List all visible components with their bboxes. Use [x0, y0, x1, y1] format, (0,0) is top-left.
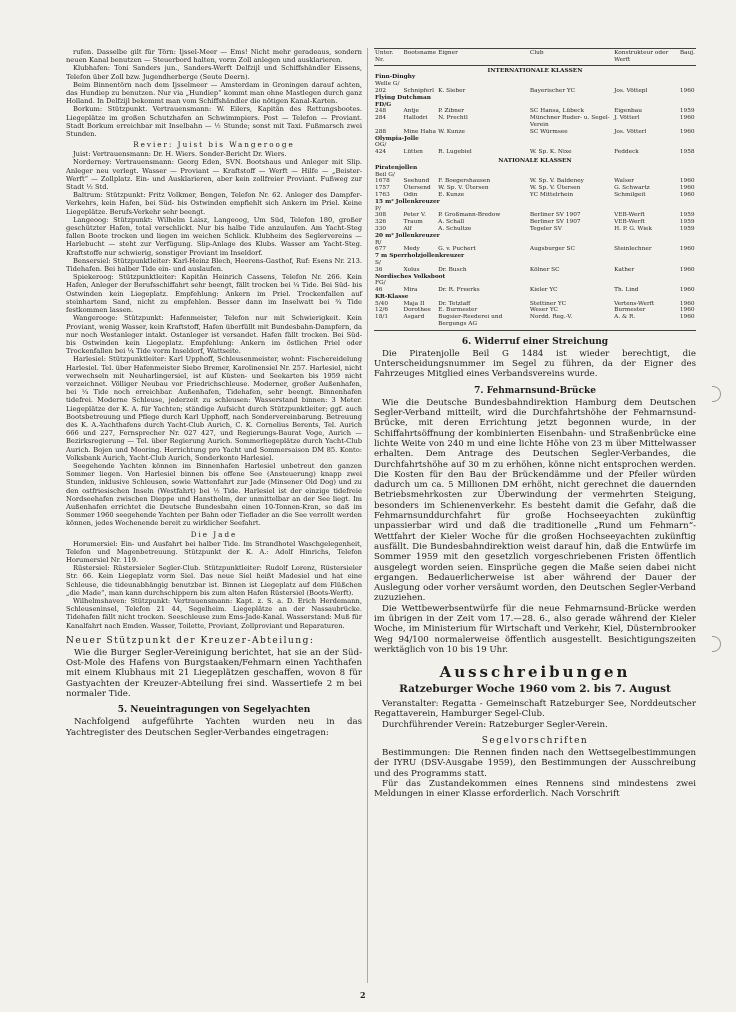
club-cell: Tegeler SV — [529, 225, 562, 232]
punch-hole-mark — [712, 386, 721, 402]
table-row — [374, 115, 696, 129]
club-cell: SC Hansa, Lübeck — [529, 108, 584, 115]
paragraph: Bestimmungen: Die Rennen finden nach den Wettsegelbestimmungen der IYRU (DSV-Ausgabe 1959), den Bestimmungen der Ausschreibung und des Programms statt. — [374, 748, 696, 779]
baujahr-cell: 1960 — [679, 307, 695, 314]
class-name-cell: Olympia-Jolle — [375, 135, 419, 142]
bootsname-cell: Peter V. — [403, 212, 426, 219]
werft-cell: Burmester — [614, 307, 646, 314]
eigner-cell: G. v. Puchert — [438, 246, 476, 253]
table-row — [374, 81, 696, 88]
header-konstrukteur: Konstrukteur oder Werft — [613, 49, 679, 66]
table-row — [374, 260, 696, 267]
heading-segelvorschriften: Segelvorschriften — [481, 736, 589, 747]
section-islands — [66, 150, 362, 527]
nr-cell: 424 — [375, 149, 387, 156]
eigner-cell: P. Großmann-Bredow — [438, 212, 501, 219]
paragraph: Norderney: Vertrauensmann: Georg Eden, SVN. Bootshaus und Anleger mit Slip. Anleger neu verlegt. Wasser — Proviant — Kraftstoff — Werft — Hilfe — „Beister-Werft“ — Zollplatz. Ein- und Ausklarieren, aber kein zollfreier Proviant. Fußweg zur Stadt ½ Std. — [66, 158, 362, 192]
table-row — [374, 185, 696, 192]
class-name-cell: P/ — [375, 205, 381, 212]
punch-hole-mark — [712, 636, 721, 652]
club-cell: Bayerischer YC — [529, 87, 576, 94]
table-row — [374, 240, 696, 247]
class-name-cell: Welle G/ — [375, 81, 400, 88]
paragraph: Borkum: Stützpunkt. Vertrauensmann: W. Eilers, Kapitän des Rettungsbootes. Liegeplätze im großen Schutzhafen an Schwimmpiers. Post — Telefon — Proviant. Stadt Borkum erreichbar mit Inselbahn — ½ Stunde; sonst mit Taxi. Fußmarsch zwei Stunden. — [66, 105, 362, 139]
paragraph: Die Wettbewerbsentwürfe für die neue Fehmarnsund-Brücke werden im übrigen in der Zeit vom 17.—28. 6., also gerade während der Kieler Woche, im Ministerium für Wirtschaft und Verkehr, Kiel, Düsternbrooker Weg 94/100 normalerweise öffentlich ausgestellt. Besichtigungszeiten werktäglich von 10 bis 19 Uhr. — [374, 603, 696, 655]
section-jade — [66, 540, 362, 630]
bootsname-cell: Mira — [403, 287, 418, 294]
heading-die-jade: Die Jade — [190, 529, 238, 539]
table-row — [374, 226, 696, 233]
table-row — [374, 88, 696, 95]
bootsname-cell: Hallodri — [403, 115, 428, 122]
paragraph: Langeoog: Stützpunkt: Wilhelm Laisz, Langeoog, Um Süd, Telefon 180, großer geschützter Hafen, total verschlickt. Nur bis halbe Tide anzulaufen. Am Yacht-Steg fallen Boote trocken und liegen im weichen Schlick. Klubheim des Seglervereins — Harlebucht — steht zur Verfügung. Slip-Anlage des Klubs. Wasser am Yacht-Steg. Kraftstoffe nur schwierig, sonstiger Proviant im Inseldorf. — [66, 215, 362, 257]
werft-cell: Jos. Vöttерl — [614, 87, 648, 94]
eigner-cell: R. Lugebiel — [438, 149, 472, 156]
baujahr-cell: 1960 — [679, 246, 695, 253]
table-header-row — [374, 49, 696, 66]
section-right-articles — [374, 337, 696, 800]
bootsname-cell: Seehund — [403, 178, 430, 185]
baujahr-cell: 1960 — [679, 266, 695, 273]
club-cell: Kölner SC — [529, 266, 560, 273]
table-row — [374, 142, 696, 149]
nr-cell: 308 — [375, 212, 387, 219]
werft-cell: A. & R. — [613, 314, 679, 330]
header-eigner: Eigner — [437, 49, 529, 66]
table-row — [374, 294, 696, 301]
baujahr-cell: 1960 — [679, 314, 696, 330]
table-row — [374, 129, 696, 136]
nr-cell: 18/1 — [374, 314, 402, 330]
eigner-cell: N. Prechtl — [438, 115, 468, 122]
nr-cell: 326 — [375, 219, 387, 226]
baujahr-cell: 1959 — [679, 212, 695, 219]
table-row — [374, 165, 696, 172]
paragraph: Juist: Vertrauensmann: Dr. H. Wiers. Sonder-Bericht Dr. Wiers. — [73, 150, 287, 159]
header-bootsname: Bootsname — [402, 49, 437, 66]
werft-cell: J. Vötterl — [614, 115, 640, 122]
paragraph: Rüstersiel: Rüstersieler Segler-Club. Stützpunktleiter: Rudolf Lorenz, Rüstersieler Str. 66. Kein Liegeplatz vorm Siel. Das neue Siel heißt Madesiel und hat eine Schleuse, die tideunabhängig benutzbar ist. Binnen ist Liegeplatz auf dem Flüßchen „die Made“, man kann durchschippern bis zum alten Hafen Rüstersiel (Boots-Werft). — [66, 564, 362, 597]
table-row — [374, 280, 696, 287]
club-cell: Münchner Ruder- u. Segel-Verein — [529, 115, 610, 128]
club-cell: Weser YC — [529, 307, 558, 314]
nr-cell: 330 — [375, 225, 387, 232]
bootsname-cell: Dorothee — [403, 307, 431, 314]
table-row — [374, 301, 696, 308]
paragraph: Horumersiel: Ein- und Ausfahrt bei halber Tide. Im Strandhotel Waschgelegenheit, Telefon und Magenbetreuung. Stützpunkt der K. A.: Adolf Hinrichs, Telefon Horumersiel Nr. 119. — [66, 539, 362, 564]
werft-cell: VEB-Werft — [614, 212, 645, 219]
werft-cell: Walser — [614, 178, 635, 185]
club-cell: W. Sp. V. Ütersen — [529, 185, 581, 192]
table-row — [374, 212, 696, 219]
paragraph: Wie die Burger Segler-Vereinigung berichtet, hat sie an der Süd-Ost-Mole des Hafens von Burgstaaken/Fehmarn einen Yachthafen mit einem Klubhaus mit 21 Liegeplätzen geschaffen, wovon 8 für Gastyachten der Kreuzer-Abteilung frei sind. Wassertiefe 2 m bei normaler Tide. — [66, 647, 362, 699]
bootsname-cell: Mine Haha — [403, 128, 436, 135]
werft-cell: Jos. Vötterl — [614, 128, 647, 135]
werft-cell: Vertens-Werft — [614, 300, 655, 307]
paragraph: rufen. Dasselbe gilt für Törn: Ijssel-Meer — Ems! Nicht mehr geradeaus, sondern neuen Kanal benutzen — Steuerbord halten, vorm Zoll anlegen und ausklarieren. — [66, 48, 362, 65]
werft-cell: Schmilgeit — [614, 191, 646, 198]
paragraph: Baltrum: Stützpunkt: Fritz Volkmer, Bengen, Telefon Nr. 62. Anleger des Dampfer-Verkehrs, kein Hafen, bei Süd- bis Ostwinden empfiehlt sich Ankern im Priel. Keine Liegeplätze. Berufs-Verkehr sehr beengt. — [66, 191, 362, 216]
paragraph: Klubhafen: Toni Sanders jun., Sanders-Werft Delfzijl und Schiffshändler Eissens, Telefon über Zoll bzw. Jugendherberge (Seute Deern). — [66, 64, 362, 81]
class-name-cell: 20 m² Jollenkreuzer — [375, 232, 440, 239]
header-baujahr: Bauj. — [679, 49, 696, 66]
table-row — [374, 246, 696, 253]
table-row — [374, 172, 696, 179]
nr-cell: 248 — [375, 108, 387, 115]
club-cell: Kieler YC — [529, 287, 558, 294]
baujahr-cell: 1960 — [679, 191, 695, 198]
table-row — [374, 253, 696, 260]
club-cell: Nordd. Reg.-V. — [529, 314, 613, 330]
eigner-cell: Bugsier-Reederei und Bergungs AG — [437, 314, 529, 330]
club-cell: YC Mittelrhein — [529, 191, 574, 198]
eigner-cell: W. Sp. V. Ütersen — [438, 185, 489, 192]
bootsname-cell: Xolus — [403, 266, 420, 273]
heading-kreuzer: Neuer Stützpunkt der Kreuzer-Abteilung: — [66, 635, 315, 646]
bootsname-cell: Ütersend — [403, 185, 431, 192]
class-name-cell: S/ — [375, 259, 381, 266]
table-row — [374, 314, 696, 330]
paragraph: Wilhelmshaven: Stützpunkt: Vertrauensmann: Kapt. z. S. a. D. Erich Herdemann, Schleuseninsel, Telefon 21 44, Segelheim. Liegeplätze an der Nassaubrücke. Tidehafen fällt nicht trocken. Seeschleuse zum Ems-Jade-Kanal. Wasserstand: Muß für Kanalfahrt nach Emden. Wasser, Toilette, Proviant, Zollproviant und Reparaturen. — [66, 597, 362, 630]
eigner-cell: A. Schultze — [438, 225, 472, 232]
table-row — [374, 149, 696, 156]
eigner-cell: F. Boegershausen — [438, 178, 491, 185]
table-row — [374, 74, 696, 81]
left-column — [66, 48, 362, 738]
baujahr-cell: 1960 — [679, 178, 695, 185]
club-cell: W. Sp. V. Baldeney — [529, 178, 584, 185]
heading-ausschreibungen: Ausschreibungen — [439, 663, 631, 682]
class-name-cell: OG/ — [375, 142, 387, 149]
bootsname-cell: Traum — [403, 219, 423, 226]
paragraph: Wangerooge: Stützpunkt: Hafenmeister, Telefon nur mit Schwierigkeit. Kein Proviant, wenig Wasser, kein Kraftstoff, Hafen überfüllt mit Bundesbahn-Dampfern, da nur noch Westanleger intakt. Ostanleger ist versandet. Hafen fällt trocken. Bei Süd- bis Ostwinden kein Liegeplatz. Empfehlung: Ankern im östlichen Priel oder Trockenfallen bei ¼ Tide vorm Inseldorf, Wattseite. — [66, 314, 362, 356]
national-classes-heading: NATIONALE KLASSEN — [498, 157, 572, 164]
nr-cell: 677 — [375, 246, 387, 253]
paragraph: Wie die Deutsche Bundesbahndirektion Hamburg dem Deutschen Segler-Verband mitteilt, wird die Durchfahrtshöhe der Fehmarnsund-Brücke, mit deren Errichtung jetzt begonnen wurde, in der Schiffahrtsöffnung der kombinierten Eisenbahn- und Straßenbrücke eine lichte Weite von 240 m und eine lichte Höhe von 23 m über Mittelwasser erhalten. Dem Antrage des Deutschen Segler-Verbandes, die Durchfahrtshöhe auf 30 m zu erhöhen, könne nicht entsprochen werden. Die Kosten für den Bau der Brückendämme und der Pfeiler würden dadurch um ca. 5 Millionen DM erhöht, nicht gerechnet die dauernden Betriebsmehrkosten zur Überwindung der vermehrten Steigung, besonders im Schienenverkehr. Es besteht damit die Gefahr, daß die Fehmarnsunddurchfahrt für große Hochseeyachten zukünftig unpassierbar wird und daß die traditionelle „Rund um Fehmarn“-Wettfahrt der Kieler Woche für die großen Hochseeyachten zukünftig ausfällt. Die Bundesbahndirektion weist darauf hin, daß die Entwürfe im Sommer 1959 mit den gesetzlich vorgeschriebenen Fristen öffentlich ausgelegt worden seien. Einsprüche gegen die Maße seien dabei nicht ergangen. Bedauerlicherweise ist aber während der Dauer der Auslegung oder vorher versäumt worden, den Deutschen Segler-Verband zuzuziehen. — [374, 397, 696, 604]
table-row — [374, 233, 696, 240]
class-name-cell: Finn-Dinghy — [375, 74, 416, 81]
eigner-cell: E. Kunze — [438, 191, 465, 198]
nr-cell: 288 — [375, 128, 387, 135]
baujahr-cell: 1960 — [679, 87, 695, 94]
class-name-cell: 7 m Sperrholzjollenkreuzer — [375, 253, 465, 260]
right-column — [374, 48, 696, 800]
class-name-cell: Flying Dutchman — [375, 94, 431, 101]
baujahr-cell: 1959 — [679, 225, 695, 232]
class-name-cell: Beil G/ — [375, 171, 395, 178]
table-row — [374, 199, 696, 206]
yacht-register-table — [374, 48, 696, 331]
eigner-cell: A. Schall — [438, 219, 465, 226]
nr-cell: 1757 — [375, 185, 390, 192]
baujahr-cell: 1958 — [679, 149, 695, 156]
class-name-cell: Piratenjollen — [375, 164, 418, 171]
club-cell: Stettiner YC — [529, 300, 567, 307]
nr-cell: 12/6 — [375, 307, 389, 314]
eigner-cell: W. Kunze — [438, 128, 465, 135]
paragraph: Seegehende Yachten können im Binnenhafen Harlesiel unbetreut den ganzen Sommer liegen. Von Harlesiel binnen bis offene See (Ansteuerung) knapp zwei Stunden, inklusive Schleusen, sowie Wattenfahrt zur Jade (Minsener Old Dog) und zu den ostfriesischen Inseln (Westfahrt) bei ½ Tide. Harlesiel ist der einzige tidefreie Nordseehafen zwischen Dieppe und Hanstholm, der unmittelbar an der See liegt. Im Außenhafen errichtet die Deutsche Bundesbahn einen 10-Tonnen-Kran, so daß im Sommer 1960 seegehende Yachten per Bahn oder Tieflader an die See verrollt werden können, jedes Wochenende bereit zu wirklicher Seefahrt. — [66, 461, 362, 528]
werft-cell: G. Schwartz — [614, 185, 650, 192]
paragraph: Spiekeroog: Stützpunktleiter: Kapitän Heinrich Cassens, Telefon Nr. 266. Kein Hafen, Anleger der Berufsschiffahrt sehr beengt, fällt trocken bei ¼ Tide. Bei Süd- bis Ostwinden kein Liegeplatz. Empfehlung: Ankern im Priel. Trockenfallen auf steinhartem Sand, nicht zu empfehlen. Besser dann im Inselwatt bei ¾ Tide festkommen lassen. — [66, 273, 362, 315]
class-heading-row — [374, 65, 696, 74]
nr-cell: 36 — [375, 266, 383, 273]
werft-cell: Eigenbau — [614, 108, 642, 115]
table-row — [374, 95, 696, 102]
nr-cell: 202 — [375, 87, 387, 94]
paragraph: Bensersiel: Stützpunktleiter: Karl-Heinz Blech, Heerens-Gasthof, Ruf: Esens Nr. 213. Tidehafen. Bei halber Tide ein- und auslaufen. — [66, 256, 362, 274]
table-row — [374, 307, 696, 314]
nr-cell: 5/40 — [375, 300, 389, 307]
baujahr-cell: 1959 — [679, 219, 695, 226]
bootsname-cell: Antje — [403, 108, 419, 115]
class-name-cell: R/ — [375, 239, 382, 246]
baujahr-cell: 1960 — [679, 287, 695, 294]
bootsname-cell: Medy — [403, 246, 420, 253]
paragraph: Harlesiel: Stützpunktleiter: Karl Upphoff, Schleusenmeister, wohnt: Fischereidelung Harlesiel. Tel. über Hafenmeister Siebo Bremer, Karolinensiel Nr. 257. Harlesiel, nicht verwechseln mit Neuharlingersiel, ist auf Küsten- und Seekarten bis 1959 nicht verzeichnet. Völliger Neubau vor Friedrichschleuse. Moderner, großer Außenhafen, bei ¼ Tide noch erreichbar. Außenhafen, Tidehafen, sehr beengt. Binnenhafen tidefrei. Moderne Schleuse, jederzeit zu schleusen: Wasserstand binnen: 3 Meter. Liegeplätze der K. A. für Yachten; ständige Aufsicht durch Stützpunktleiter; ggf. auch Bootsbetreuung und Pflege durch Karl Upphoff, nach Sondervereinbarung. Betreuung des K. A.-Yachthafens durch Yacht-Club Aurich, C. K. Cornelius Berents, Tel. Aurich 666 und 227, Fernsprecher Nr. 027 427, und Regierungs-Baurat Voge, Aurich — Bezirksregierung — Tel. über Regierung Aurich. Sommerliegeplätze durch Yacht-Club Aurich. Bojen und Mooring. Herrichtung pro Yacht und Sommersaison DM 85. Konto: Volksbank Aurich, Yacht-Club Aurich, Sonderkonto Harlesiel. — [66, 355, 362, 462]
baujahr-cell: 1960 — [679, 300, 695, 307]
paragraph: Nachfolgend aufgeführte Yachten wurden neu in das Yachtregister des Deutschen Segler-Verbandes eingetragen: — [66, 717, 362, 738]
bootsname-cell: Asgard — [402, 314, 437, 330]
club-cell: Augsburger SC — [529, 246, 575, 253]
baujahr-cell: 1960 — [679, 128, 695, 135]
heading-fehmarnsund: 7. Fehmarnsund-Brücke — [474, 385, 596, 396]
paragraph: Veranstalter: Regatta - Gemeinschaft Ratzeburger See, Norddeutscher Regattaverein, Hamburger Segel-Club. — [374, 699, 696, 720]
eigner-cell: K. Sieber — [438, 87, 466, 94]
header-nr: Unter. Nr. — [374, 49, 402, 66]
baujahr-cell: 1959 — [679, 108, 695, 115]
bootsname-cell: Maja II — [403, 300, 425, 307]
section-ems-borkum — [66, 48, 362, 138]
nr-cell: 1763 — [375, 191, 390, 198]
werft-cell: VEB-Werft — [614, 219, 645, 226]
paragraph: Für das Zustandekommen eines Rennens sind mindestens zwei Meldungen in einer Klasse erforderlich. Nach Vorschrift — [374, 778, 696, 800]
class-name-cell: Nordisches Volksboot — [375, 273, 446, 280]
baujahr-cell: 1960 — [679, 115, 695, 122]
werft-cell: Kather — [614, 266, 635, 273]
table-row — [374, 102, 696, 109]
baujahr-cell: 1960 — [679, 185, 695, 192]
header-club: Club — [529, 49, 613, 66]
club-cell: SC Würmsee — [529, 128, 568, 135]
table-row — [374, 219, 696, 226]
heading-ratzeburger-woche: Ratzeburger Woche 1960 vom 2. bis 7. August — [399, 683, 671, 696]
table-row — [374, 192, 696, 199]
class-name-cell: KR-Klasse — [375, 293, 409, 300]
club-cell: Berliner SV 1907 — [529, 219, 581, 226]
bootsname-cell: Odin — [403, 191, 418, 198]
class-name-cell: FD/G — [375, 101, 392, 108]
paragraph: Die Piratenjolle Beil G 1484 ist wieder berechtigt, die Unterscheidungsnummer im Segel zu führen, da der Eigner des Fahrzeuges Mitglied eines Verbandsvereins wurde. — [374, 348, 696, 380]
heading-revier-juist: Revier: Juist bis Wangerooge — [133, 140, 295, 150]
werft-cell: Steinlechner — [614, 246, 652, 253]
intl-classes-heading: INTERNATIONALE KLASSEN — [487, 67, 583, 74]
bootsname-cell: Lütten — [403, 149, 423, 156]
table-row — [374, 274, 696, 281]
heading-widerruf: 6. Widerruf einer Streichung — [461, 336, 609, 347]
eigner-cell: P. Zibner — [438, 108, 465, 115]
class-name-cell: FG/ — [375, 280, 386, 287]
eigner-cell: Dr. Tetzlaff — [438, 300, 471, 307]
paragraph: Beim Binnentörn nach dem Ijsselmeer — Amsterdam in Groningen darauf achten, das Hundiep zu benutzen. Nur via „Hundiep“ kommt man ohne Mastlegen durch ganz Holland. In Delfzijl bekommt man vom Schiffshändler die nötigen Kanal-Karten. — [66, 80, 362, 106]
table-row — [374, 267, 696, 274]
column-divider — [367, 48, 368, 983]
table-row — [374, 287, 696, 294]
eigner-cell: E. Burmester — [438, 307, 478, 314]
club-cell: W. Sp. K. Nixe — [529, 149, 572, 156]
nr-cell: 284 — [375, 115, 387, 122]
werft-cell: Th. Lind — [614, 287, 639, 294]
werft-cell: H. P. G. Wiek — [614, 225, 652, 232]
eigner-cell: Dr. R. Freerks — [438, 287, 480, 294]
eigner-cell: Dr. Busch — [438, 266, 467, 273]
class-name-cell: 15 m² Jollenkreuzer — [375, 198, 440, 205]
class-heading-row — [374, 156, 696, 165]
table-row — [374, 108, 696, 115]
section-kreuzer — [66, 636, 362, 738]
bootsname-cell: Schnipferl — [403, 87, 434, 94]
nr-cell: 46 — [375, 287, 383, 294]
paragraph: Durchführender Verein: Ratzeburger Segler-Verein. — [382, 719, 608, 730]
nr-cell: 1678 — [375, 178, 390, 185]
club-cell: Berliner SV 1907 — [529, 212, 581, 219]
page-number: 2 — [360, 990, 366, 1000]
table-row — [374, 206, 696, 213]
werft-cell: Feddeck — [614, 149, 639, 156]
heading-neueintragungen: 5. Neueintragungen von Segelyachten — [117, 705, 311, 716]
bootsname-cell: Alf — [403, 225, 412, 232]
table-row — [374, 136, 696, 143]
